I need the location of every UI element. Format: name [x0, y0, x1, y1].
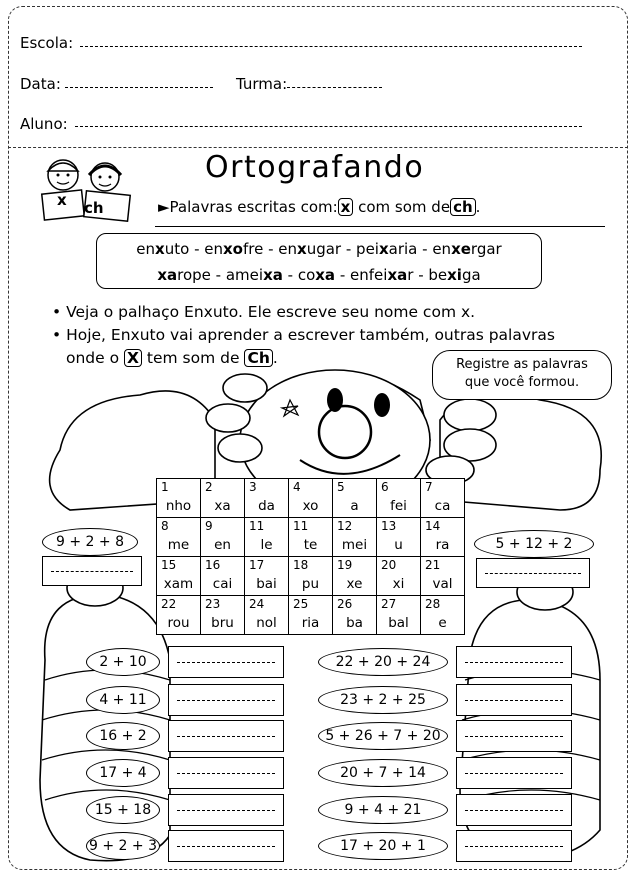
word-bold-part: x [297, 240, 307, 258]
cell-number: 16 [205, 558, 221, 572]
word-bold-part: xe [451, 240, 471, 258]
sum-oval-left: 2 + 10 [86, 648, 160, 676]
grid-cell [157, 557, 201, 596]
word-part: en [136, 240, 156, 258]
word-bold-part: xi [447, 266, 462, 284]
grid-cell [157, 596, 201, 635]
grid-cell [201, 479, 245, 518]
word-line-1 [97, 236, 541, 262]
word-part: rope [177, 266, 211, 284]
boxed-ch-2: Ch [244, 349, 272, 367]
word-part: - en [189, 240, 223, 258]
cell-number: 20 [381, 558, 397, 572]
badge-x-letter: x [57, 191, 67, 209]
cell-syllable: en [214, 537, 231, 553]
cell-number: 22 [161, 597, 177, 611]
student-field[interactable] [75, 126, 582, 127]
grid-cell [201, 518, 245, 557]
grid-cell [289, 479, 333, 518]
instruction-1: • Veja o palhaço Enxuto. Ele escreve seu nome com x. [52, 303, 476, 321]
grid-cell [421, 596, 465, 635]
word-bold-part: xa [315, 266, 336, 284]
answer-box-right[interactable] [456, 757, 572, 789]
cell-number: 12 [337, 519, 353, 533]
grid-cell [245, 479, 289, 518]
sum-oval-left: 17 + 4 [86, 759, 160, 787]
sum-oval-middle: 22 + 20 + 24 [318, 648, 448, 676]
word-part: - amei [210, 266, 264, 284]
instruction-2: • Hoje, Enxuto vai aprender a escrever também, outras palavras [52, 326, 555, 344]
student-label: Aluno: [20, 115, 68, 133]
word-part: ga [461, 266, 481, 284]
word-bold-part: xa [263, 266, 283, 284]
answer-box-top-left[interactable] [42, 556, 142, 586]
cell-number: 26 [337, 597, 353, 611]
grid-cell [421, 479, 465, 518]
page-title: Ortografando [205, 150, 425, 185]
grid-cell [157, 479, 201, 518]
cell-syllable: cai [212, 576, 233, 592]
cell-syllable: bai [256, 576, 277, 592]
grid-row [157, 557, 465, 596]
sum-oval-middle: 9 + 4 + 21 [318, 796, 448, 824]
cell-syllable: nol [256, 615, 277, 631]
instruction-3-b: tem som de [146, 349, 240, 367]
sum-oval-left: 9 + 2 + 3 [86, 832, 160, 860]
grid-row [157, 596, 465, 635]
cell-syllable: le [260, 537, 273, 553]
answer-box-right[interactable] [456, 646, 572, 678]
grid-cell [245, 596, 289, 635]
cell-number: 15 [161, 558, 177, 572]
cell-syllable: bru [211, 615, 234, 631]
cell-number: 2 [205, 480, 213, 494]
answer-box-left[interactable] [168, 646, 284, 678]
grid-cell [421, 518, 465, 557]
grid-row [157, 518, 465, 557]
cell-syllable: xam [163, 576, 194, 592]
word-part: - co [282, 266, 316, 284]
grid-cell [377, 557, 421, 596]
boxed-x: x [338, 198, 354, 216]
sum-oval-middle: 17 + 20 + 1 [318, 832, 448, 860]
cell-syllable: xe [346, 576, 363, 592]
answer-box-left[interactable] [168, 720, 284, 752]
word-part: - pei [341, 240, 379, 258]
grid-cell [201, 596, 245, 635]
word-part: ugar [306, 240, 342, 258]
instruction-3-a: onde o [66, 349, 120, 367]
cell-syllable: e [438, 615, 447, 631]
subtitle-text-b: com som de [353, 198, 451, 216]
cell-number: 9 [205, 519, 213, 533]
cell-number: 11 [249, 519, 265, 533]
cell-syllable: xo [302, 498, 319, 514]
school-label: Escola: [20, 34, 74, 52]
grid-cell [377, 596, 421, 635]
grid-cell [201, 557, 245, 596]
cell-syllable: xi [392, 576, 405, 592]
word-bold-part: x [378, 240, 389, 258]
cell-syllable: pu [301, 576, 320, 592]
sum-oval-top-left: 9 + 2 + 8 [42, 528, 138, 556]
cell-number: 14 [425, 519, 441, 533]
word-part: r [407, 266, 414, 284]
class-field[interactable] [287, 87, 382, 88]
boxed-x-2: X [124, 349, 142, 367]
grid-cell [245, 518, 289, 557]
cell-number: 7 [425, 480, 433, 494]
cell-number: 6 [381, 480, 389, 494]
cell-syllable: ra [435, 537, 450, 553]
answer-box-left[interactable] [168, 757, 284, 789]
word-part: aria [388, 240, 418, 258]
sum-oval-middle: 20 + 7 + 14 [318, 759, 448, 787]
cell-syllable: ba [346, 615, 363, 631]
bubble-line-2: que você formou. [464, 375, 580, 390]
grid-cell [333, 557, 377, 596]
subtitle [158, 198, 480, 216]
answer-box-right[interactable] [456, 830, 572, 862]
grid-cell [289, 596, 333, 635]
cell-syllable: u [394, 537, 403, 553]
grid-row [157, 479, 465, 518]
grid-cell [289, 518, 333, 557]
word-box [96, 233, 542, 289]
cell-syllable: xa [214, 498, 231, 514]
grid-cell [333, 596, 377, 635]
answer-box-right[interactable] [456, 720, 572, 752]
grid-cell [333, 518, 377, 557]
word-line-2 [97, 262, 541, 288]
answer-box-left[interactable] [168, 684, 284, 716]
cell-syllable: val [432, 576, 453, 592]
cell-syllable: te [303, 537, 318, 553]
speech-bubble [432, 350, 612, 400]
bubble-line-1: Registre as palavras [456, 357, 588, 372]
cell-syllable: nho [165, 498, 192, 514]
cell-number: 4 [293, 480, 301, 494]
answer-box-right[interactable] [456, 684, 572, 716]
cell-number: 17 [249, 558, 265, 572]
cell-syllable: a [350, 498, 359, 514]
class-label: Turma: [236, 75, 288, 93]
cell-number: 13 [381, 519, 397, 533]
grid-cell [157, 518, 201, 557]
cell-syllable: rou [167, 615, 190, 631]
boxed-ch: ch [450, 198, 476, 216]
subtitle-end: . [475, 198, 481, 216]
grid-cell [333, 479, 377, 518]
cell-number: 18 [293, 558, 309, 572]
cell-syllable: da [258, 498, 275, 514]
grid-cell [377, 518, 421, 557]
cell-number: 27 [381, 597, 397, 611]
word-part: - enfei [335, 266, 388, 284]
sum-oval-middle: 5 + 26 + 7 + 20 [318, 722, 448, 750]
word-part: - be [413, 266, 448, 284]
word-part: - en [263, 240, 298, 258]
grid-cell [377, 479, 421, 518]
cell-number: 3 [249, 480, 257, 494]
answer-box-left[interactable] [168, 794, 284, 826]
grid-cell [421, 557, 465, 596]
answer-box-top-right[interactable] [476, 558, 590, 588]
word-bold-part: xa [157, 266, 178, 284]
answer-box-left[interactable] [168, 830, 284, 862]
cell-number: 25 [293, 597, 309, 611]
cell-number: 11 [293, 519, 309, 533]
date-field[interactable] [65, 87, 213, 88]
cell-number: 5 [337, 480, 345, 494]
arrow-icon: ► [158, 198, 170, 216]
grid-cell [289, 557, 333, 596]
cell-number: 24 [249, 597, 265, 611]
answer-box-right[interactable] [456, 794, 572, 826]
cell-number: 23 [205, 597, 221, 611]
subtitle-text-a: Palavras escritas com: [169, 198, 338, 216]
cell-number: 1 [161, 480, 169, 494]
grid-cell [245, 557, 289, 596]
cell-number: 28 [425, 597, 441, 611]
cell-number: 19 [337, 558, 353, 572]
word-part: fre [242, 240, 264, 258]
word-bold-part: xa [387, 266, 408, 284]
word-bold-part: xo [222, 240, 243, 258]
sum-oval-top-right: 5 + 12 + 2 [474, 530, 594, 558]
cell-syllable: ca [434, 498, 451, 514]
header-separator [8, 147, 628, 148]
cell-syllable: bal [388, 615, 409, 631]
title-rule [155, 226, 605, 227]
date-label: Data: [20, 75, 61, 93]
sum-oval-left: 4 + 11 [86, 686, 160, 714]
cell-syllable: fei [390, 498, 407, 514]
cell-number: 21 [425, 558, 441, 572]
cell-syllable: ria [301, 615, 320, 631]
school-field[interactable] [80, 46, 582, 47]
sum-oval-left: 15 + 18 [86, 796, 160, 824]
cell-syllable: mei [341, 537, 368, 553]
word-part: rgar [470, 240, 502, 258]
sum-oval-left: 16 + 2 [86, 722, 160, 750]
instruction-3-end: . [272, 349, 278, 367]
syllable-grid [156, 478, 465, 635]
sum-oval-middle: 23 + 2 + 25 [318, 686, 448, 714]
cell-number: 8 [161, 519, 169, 533]
word-part: - en [417, 240, 452, 258]
word-part: uto [164, 240, 190, 258]
cell-syllable: me [167, 537, 190, 553]
word-bold-part: x [155, 240, 165, 258]
badge-ch-letters: ch [84, 199, 104, 217]
